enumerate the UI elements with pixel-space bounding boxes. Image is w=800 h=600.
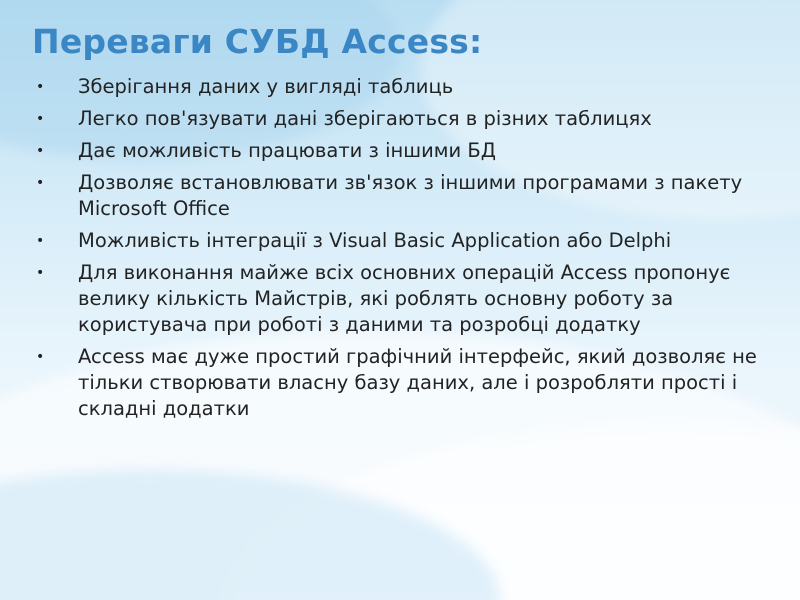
bullet-text: Дозволяє встановлювати зв'язок з іншими програмами з пакету Microsoft Office: [78, 171, 743, 220]
bullet-dot-icon: •: [36, 175, 45, 191]
bullet-list: [32, 74, 770, 422]
bullet-item: [32, 344, 770, 422]
bullet-item: [32, 74, 770, 100]
slide-title: Переваги СУБД Access:: [32, 22, 483, 61]
bullet-item: [32, 138, 770, 164]
bullet-dot-icon: •: [36, 143, 45, 159]
bullet-dot-icon: •: [36, 79, 45, 95]
bullet-dot-icon: •: [36, 111, 45, 127]
bullet-item: [32, 170, 770, 222]
bullet-dot-icon: •: [36, 233, 45, 249]
bullet-text: Для виконання майже всіх основних операцій Access пропонує велику кількість Майстрів, які роблять основну роботу за користувача при роботі з даними та розробці додатку: [78, 261, 731, 336]
bullet-item: [32, 106, 770, 132]
bullet-text: Access має дуже простий графічний інтерфейс, який дозволяє не тільки створювати власну базу даних, але і розробляти прості і складні додатки: [78, 345, 757, 420]
bullet-text: Зберігання даних у вигляді таблиць: [78, 75, 454, 98]
bullet-item: [32, 228, 770, 254]
bullet-dot-icon: •: [36, 265, 45, 281]
bullet-text: Дає можливість працювати з іншими БД: [78, 139, 496, 162]
bullet-dot-icon: •: [36, 349, 45, 365]
bullet-item: [32, 260, 770, 338]
bullet-text: Можливість інтеграції з Visual Basic Application або Delphi: [78, 229, 672, 252]
bullet-text: Легко пов'язувати дані зберігаються в різних таблицях: [78, 107, 652, 130]
